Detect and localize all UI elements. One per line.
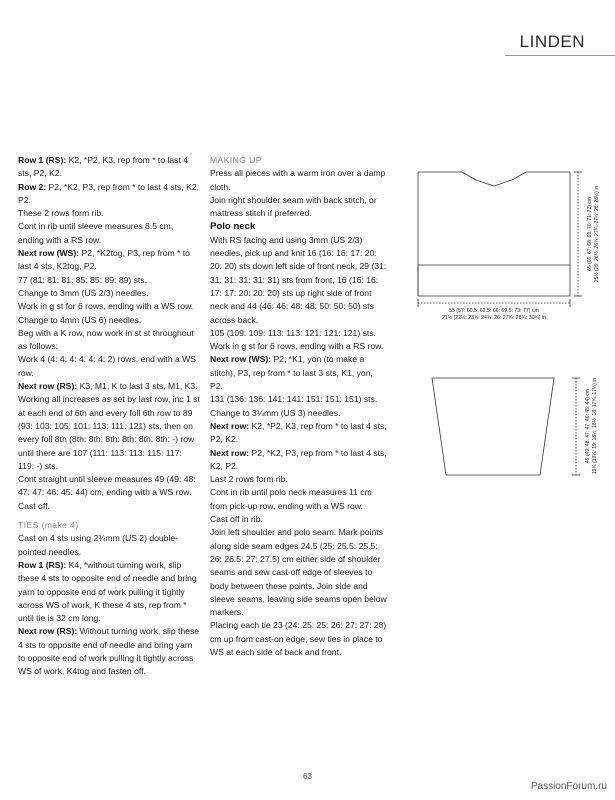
instruction-text: Cast off. bbox=[18, 500, 50, 511]
row-label: Next row: bbox=[210, 447, 250, 458]
header-rule bbox=[505, 55, 615, 56]
instruction-text: Cast on 4 sts using 2¾mm (US 2) double-pointed needles. bbox=[18, 533, 179, 557]
instruction-text: Work 4 (4: 4: 4: 4: 4: 4: 2) rows, end with a WS row. bbox=[18, 354, 196, 378]
next-row-instruction: Next row (RS): Without turning work, slip these 4 sts to opposite end of needle and bring yarn to opposite end of work pulling it tightly across WS of work, K4tog and fasten off. bbox=[18, 626, 200, 677]
ties-heading: TIES (make 4) bbox=[18, 520, 79, 531]
row-label: Next row: bbox=[210, 420, 250, 431]
body-width-in: 21½ (22½: 23¾: 24¾: 26: 27¼: 28¾: 30¼) in bbox=[441, 315, 547, 321]
watermark-text: PassionForum.ru bbox=[530, 781, 607, 792]
body-length-cm: 65 (66: 67: 68: 69: 70: 71: 72) cm bbox=[587, 197, 593, 271]
stitch-count: 77 (81: 81: 81: 85: 85: 89: 89) sts. bbox=[18, 274, 147, 285]
instruction-text: Change to 4mm (US 6) needles. bbox=[18, 314, 142, 325]
instruction-text: Beg with a K row, now work in st st throughout as follows: bbox=[18, 327, 194, 352]
stitch-count: 105 (109: 109: 113: 113: 121: 121: 121) sts. bbox=[210, 327, 376, 338]
row-1-instruction: Row 1 (RS): K2, *P2, K3, rep from * to last 4 sts, P2, K2. bbox=[18, 155, 189, 179]
instruction-text: Cont straight until sleeve measures 49 (49: 48: 47: 47: 46: 45: 44) cm, ending with a WS row. bbox=[18, 474, 196, 498]
body-width-cm: 55 (57: 60.5: 62.5: 66: 69.5: 73: 77) cm bbox=[449, 308, 539, 314]
instruction-text: Press all pieces with a warm iron over a damp cloth. bbox=[210, 168, 386, 192]
row-label: Next row (WS): bbox=[18, 248, 80, 259]
next-row-instruction: Next row (WS): P2, *K1, yon (to make a stitch), P3, rep from * to last 3 sts, K1, yon, P2. bbox=[210, 354, 373, 392]
row-label: Row 1 (RS): bbox=[18, 155, 67, 165]
instruction-text: With RS facing and using 3mm (US 2/3) needles, pick up and knit 16 (16: 16: 17: 20: 20: 20) sts down left side of front neck, 29 (31: 31: 31: 31: 31: 31) sts from front, 16 (16: 16: 17: 17: 20: 20: 20) sts up right side of front neck and 44 (46: 46: 48: 48: 50: 50: 50) sts across back. bbox=[210, 234, 387, 325]
polo-neck-heading: Polo neck bbox=[210, 221, 256, 233]
row-label: Next row (RS): bbox=[18, 626, 78, 637]
schematic-diagrams bbox=[400, 140, 610, 490]
instructions-column-1 bbox=[18, 154, 200, 679]
instruction-text: Work in g st for 6 rows, ending with a RS row. bbox=[210, 341, 384, 352]
instruction-text: Placing each tie 23 (24: 25: 25: 26: 27: 27: 28) cm up from cast-on edge, sew ties in place to WS at each side of back and front. bbox=[210, 620, 387, 657]
row-label: Next row (RS): bbox=[18, 381, 78, 392]
next-row-instruction: Next row: K2, *P2, K3, rep from * to last 4 sts, P2, K2. bbox=[210, 420, 387, 445]
next-row-instruction: Next row (RS): K3, M1, K to last 3 sts, M1, K3. bbox=[18, 381, 198, 392]
row-2-instruction: Row 2: P2, *K2, P3, rep from * to last 4 sts, K2, P2. bbox=[18, 181, 200, 205]
instruction-text: Cont in rib until sleeve measures 8.5 cm, ending with a RS row. bbox=[18, 221, 174, 245]
body-outline bbox=[418, 172, 570, 296]
instruction-text: Join right shoulder seam with back stitch, or mattress stitch if preferred. bbox=[210, 194, 377, 219]
instructions-column-2 bbox=[210, 154, 388, 659]
instruction-text: Cast off in rib. bbox=[210, 514, 263, 525]
instruction-text: Join left shoulder and polo seam. Mark points along side seam edges 24.5 (25: 25.5: 25.5: 26: 26.5: 27: 27.5) cm either side of shoulder seams and sew cast-off edge of sleeves to body between these points. Join side and sleeve seams, leaving side seams open below markers. bbox=[210, 527, 387, 618]
instruction-text: Working all increases as set by last row, inc 1 st at each end of 6th and every foll 6th row to 89 (93: 103: 105: 101: 113: 111: 121) sts, then on every foll 8th (8th: 8th: 8th: 8th: 8th: 8th: -) row until there are 107 (111: 113: 113: 115: 117: 119: -) sts. bbox=[18, 394, 200, 471]
instruction-text: Work in g st for 6 rows, ending with a WS row. bbox=[18, 301, 194, 312]
making-up-heading: MAKING UP bbox=[210, 155, 262, 165]
instruction-text: These 2 rows form rib. bbox=[18, 208, 104, 219]
body-length-in: 25½ (26: 26½: 26¾: 27¼: 27½: 28: 28½) in bbox=[594, 185, 600, 283]
row-label: Row 2: bbox=[18, 181, 47, 192]
row-label: Row 1 (RS): bbox=[18, 559, 67, 570]
sleeve-outline bbox=[432, 378, 554, 475]
row-1-instruction: Row 1 (RS): K4, *without turning work, slip these 4 sts to opposite end of needle and bring yarn to opposite end of work pulling it tightly across WS of work, K these 4 sts, rep from * until tie is 32 cm long. bbox=[18, 559, 197, 624]
instruction-text: Change to 3mm (US 2/3) needles. bbox=[18, 287, 149, 298]
instruction-text: Last 2 rows form rib. bbox=[210, 474, 288, 485]
row-label: Next row (WS): bbox=[210, 354, 272, 365]
instruction-text: Change to 3¼mm (US 3) needles. bbox=[210, 407, 341, 418]
next-row-instruction: Next row (WS): P2, *K2tog, P3, rep from * to last 4 sts, K2tog, P2. bbox=[18, 248, 190, 272]
page-number: 63 bbox=[303, 772, 312, 781]
instruction-text: Cont in rib until polo neck measures 11 cm from pick-up row, ending with a WS row. bbox=[210, 487, 372, 511]
sleeve-length-in: 19¼ (19¼: 19: 18½: 18½: 18: 17¾: 17¼) in bbox=[592, 377, 598, 475]
body-schematic bbox=[418, 172, 582, 307]
next-row-instruction: Next row: P2, *K2, P3, rep from * to last 4 sts, K2, P2. bbox=[210, 447, 387, 471]
sleeve-schematic bbox=[432, 378, 580, 475]
stitch-count: 131 (136: 136: 141: 141: 151: 151: 151) sts. bbox=[210, 394, 378, 405]
pattern-title: LINDEN bbox=[519, 32, 585, 51]
sleeve-length-cm: 49 (49: 48: 47: 47: 46: 45: 44) cm bbox=[585, 389, 591, 463]
